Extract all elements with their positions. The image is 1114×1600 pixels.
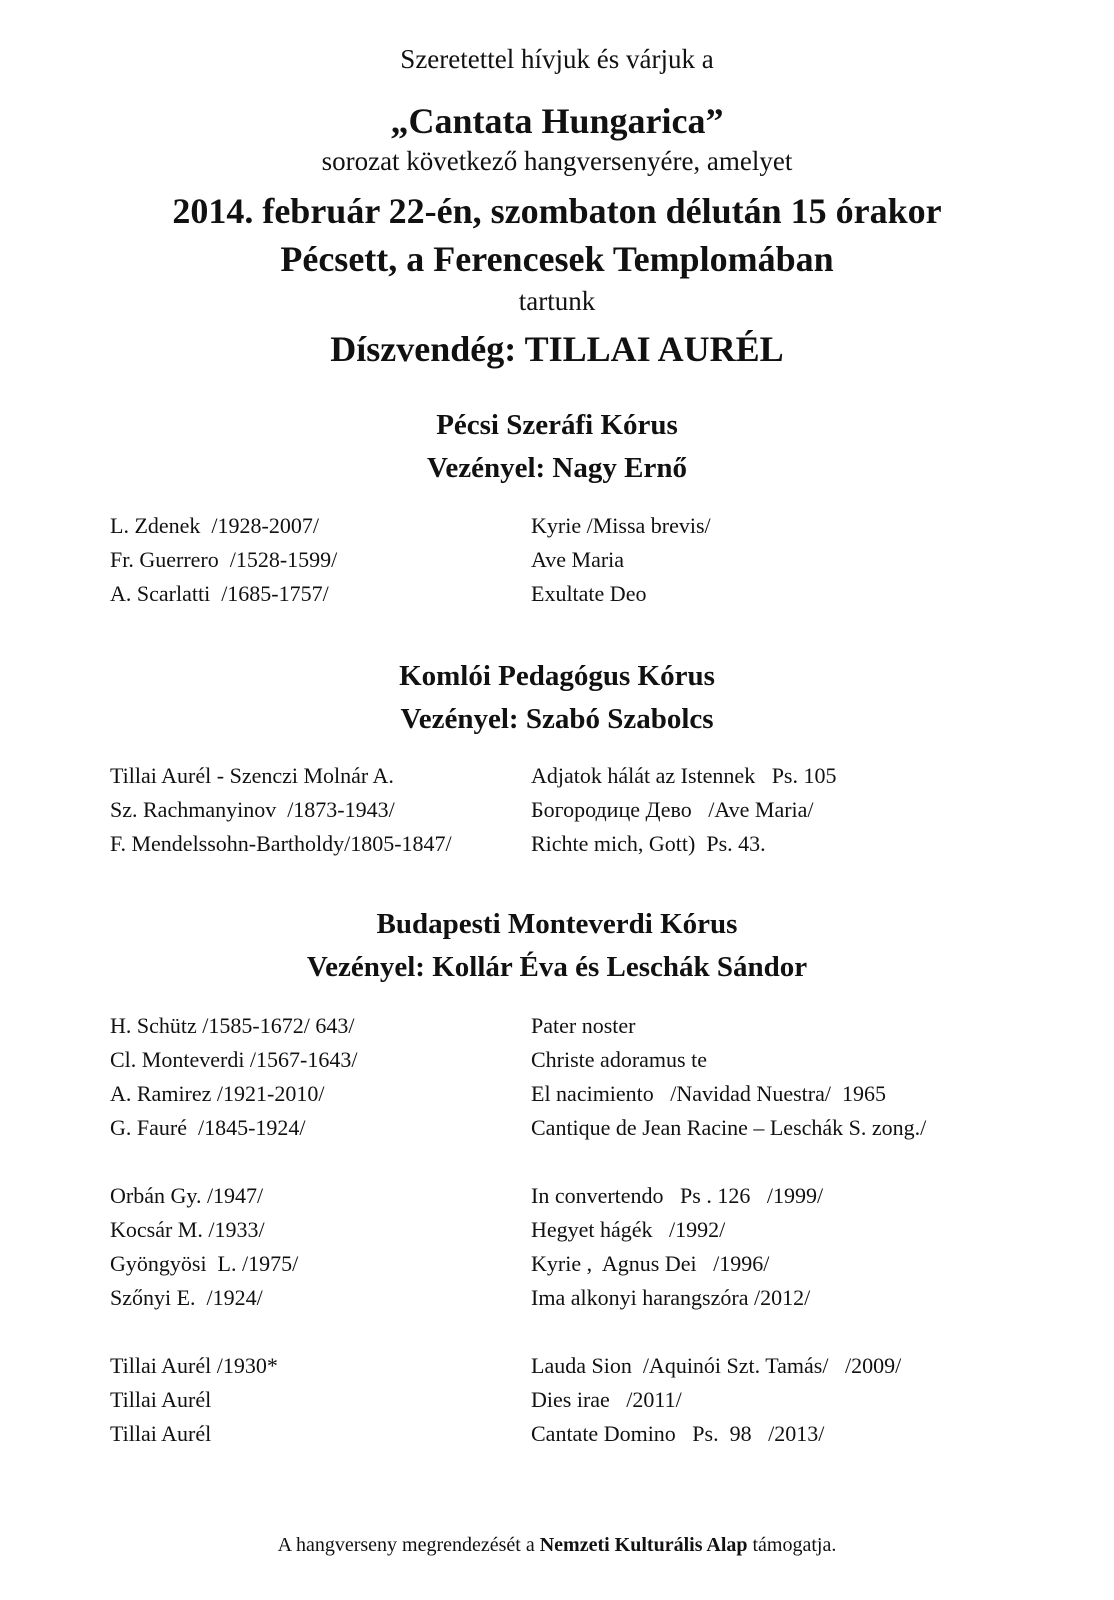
program-row bbox=[0, 547, 1114, 581]
work: Adjatok hálát az Istennek Ps. 105 bbox=[531, 763, 837, 788]
composer: Tillai Aurél bbox=[110, 1421, 212, 1446]
work: Cantate Domino Ps. 98 /2013/ bbox=[531, 1421, 825, 1446]
composer: Cl. Monteverdi /1567-1643/ bbox=[110, 1047, 358, 1072]
event-date: 2014. február 22-én, szombaton délután 15 órakor bbox=[172, 191, 942, 231]
composer: L. Zdenek /1928-2007/ bbox=[110, 513, 319, 538]
choir-name-1: Pécsi Szeráfi Kórus bbox=[436, 409, 678, 441]
composer: Sz. Rachmanyinov /1873-1943/ bbox=[110, 797, 395, 822]
work: Богородице Дево /Ave Maria/ bbox=[531, 797, 814, 822]
sponsor-name: Nemzeti Kulturális Alap bbox=[539, 1534, 748, 1556]
program-row bbox=[0, 1115, 1114, 1149]
work: Kyrie , Agnus Dei /1996/ bbox=[531, 1251, 770, 1276]
conductor-3: Vezényel: Kollár Éva és Leschák Sándor bbox=[306, 951, 808, 983]
composer: H. Schütz /1585-1672/ 643/ bbox=[110, 1013, 355, 1038]
composer: Tillai Aurél /1930* bbox=[110, 1353, 278, 1378]
conductor-2: Vezényel: Szabó Szabolcs bbox=[400, 703, 714, 735]
composer: A. Ramirez /1921-2010/ bbox=[110, 1081, 325, 1106]
program-row bbox=[0, 1353, 1114, 1387]
composer: Fr. Guerrero /1528-1599/ bbox=[110, 547, 338, 572]
program-row bbox=[0, 797, 1114, 831]
work: Exultate Deo bbox=[531, 581, 647, 606]
intro-line: Szeretettel hívjuk és várjuk a bbox=[400, 44, 714, 74]
event-venue: Pécsett, a Ferencesek Templomában bbox=[280, 239, 834, 279]
work: Cantique de Jean Racine – Leschák S. zong./ bbox=[531, 1115, 927, 1140]
composer: Gyöngyösi L. /1975/ bbox=[110, 1251, 299, 1276]
footer-text-end: támogatja. bbox=[747, 1534, 837, 1556]
work: In convertendo Ps . 126 /1999/ bbox=[531, 1183, 824, 1208]
work: Pater noster bbox=[531, 1013, 636, 1038]
choir-name-2: Komlói Pedagógus Kórus bbox=[399, 660, 715, 692]
conductor-1: Vezényel: Nagy Ernő bbox=[427, 452, 687, 484]
program-row bbox=[0, 1285, 1114, 1319]
program-row bbox=[0, 1251, 1114, 1285]
program-row bbox=[0, 1421, 1114, 1455]
program-row bbox=[0, 831, 1114, 865]
work: Ave Maria bbox=[531, 547, 625, 572]
program-row bbox=[0, 1047, 1114, 1081]
program-row bbox=[0, 513, 1114, 547]
composer: G. Fauré /1845-1924/ bbox=[110, 1115, 306, 1140]
program-row bbox=[0, 763, 1114, 797]
composer: F. Mendelssohn-Bartholdy/1805-1847/ bbox=[110, 831, 452, 856]
work: Hegyet hágék /1992/ bbox=[531, 1217, 726, 1242]
series-title: „Cantata Hungarica” bbox=[390, 101, 724, 141]
work: Dies irae /2011/ bbox=[531, 1387, 682, 1412]
composer: Kocsár M. /1933/ bbox=[110, 1217, 265, 1242]
program-row bbox=[0, 581, 1114, 615]
composer: Orbán Gy. /1947/ bbox=[110, 1183, 264, 1208]
program-row bbox=[0, 1183, 1114, 1217]
work: Kyrie /Missa brevis/ bbox=[531, 513, 711, 538]
program-row bbox=[0, 1387, 1114, 1421]
footer-note bbox=[0, 1534, 1114, 1557]
intro-line-2: sorozat következő hangversenyére, amelyet bbox=[321, 146, 793, 176]
composer: Tillai Aurél bbox=[110, 1387, 212, 1412]
composer: Tillai Aurél - Szenczi Molnár A. bbox=[110, 763, 394, 788]
program-row bbox=[0, 1217, 1114, 1251]
work: Lauda Sion /Aquinói Szt. Tamás/ /2009/ bbox=[531, 1353, 902, 1378]
work: Richte mich, Gott) Ps. 43. bbox=[531, 831, 766, 856]
footer-text: A hangverseny megrendezését a bbox=[277, 1534, 540, 1556]
program-row bbox=[0, 1013, 1114, 1047]
composer: A. Scarlatti /1685-1757/ bbox=[110, 581, 329, 606]
work: Christe adoramus te bbox=[531, 1047, 707, 1072]
work: El nacimiento /Navidad Nuestra/ 1965 bbox=[531, 1081, 886, 1106]
intro-line-3: tartunk bbox=[518, 286, 596, 316]
program-row bbox=[0, 1081, 1114, 1115]
work: Ima alkonyi harangszóra /2012/ bbox=[531, 1285, 811, 1310]
choir-name-3: Budapesti Monteverdi Kórus bbox=[376, 908, 738, 940]
guest-of-honor: Díszvendég: TILLAI AURÉL bbox=[330, 329, 784, 369]
composer: Szőnyi E. /1924/ bbox=[110, 1285, 263, 1310]
